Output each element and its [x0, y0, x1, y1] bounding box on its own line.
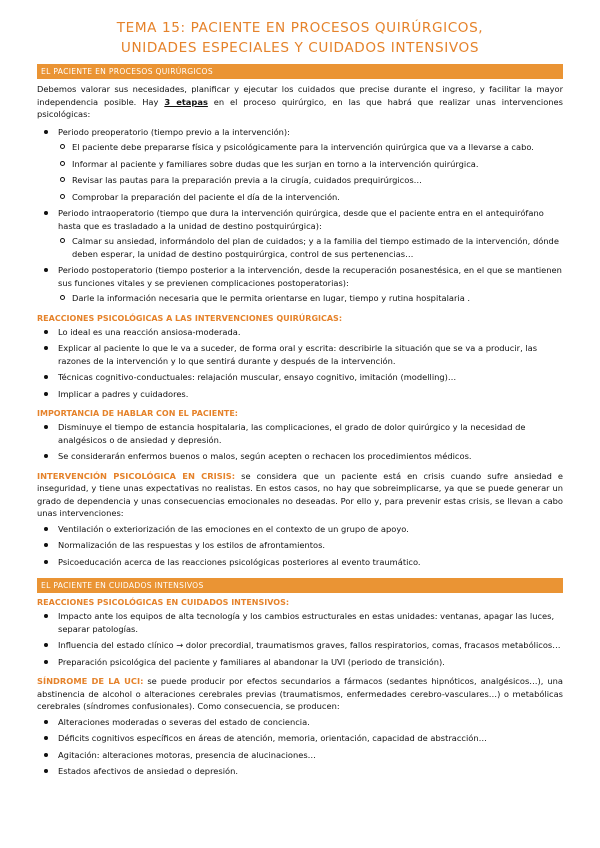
list-item: Influencia del estado clínico → dolor precordial, traumatismos graves, fallos respiratorios, comas, fracasos metabólicos… [37, 639, 563, 652]
period-postop-label: Periodo postoperatorio (tiempo posterior a la intervención, desde la recuperación posanestésica, en el que se mantienen sus funciones vitales y se previenen complicaciones postoperatorias): [58, 265, 562, 288]
list-item [37, 126, 563, 204]
list-item: Impacto ante los equipos de alta tecnología y los cambios estructurales en estas unidades: ventanas, apagar las luces, separar patologías. [37, 610, 563, 635]
list-item: Revisar las pautas para la preparación previa a la cirugía, cuidados prequirúrgicos… [58, 174, 563, 187]
list-item: Implicar a padres y cuidadores. [37, 388, 563, 401]
list-item: Lo ideal es una reacción ansiosa-moderada. [37, 326, 563, 339]
section-bar-surgery: EL PACIENTE EN PROCESOS QUIRÚRGICOS [37, 64, 563, 79]
sub-list [58, 141, 563, 203]
sub-list [58, 292, 563, 305]
stages-emphasis: 3 etapas [164, 96, 208, 107]
list-item: Disminuye el tiempo de estancia hospitalaria, las complicaciones, el grado de dolor quirúrgico y la necesidad de analgésicos o de ansiedad y depresión. [37, 421, 563, 446]
crisis-list [37, 523, 563, 569]
importancia-list [37, 421, 563, 463]
list-item: Normalización de las respuestas y los estilos de afrontamientos. [37, 539, 563, 552]
list-item [37, 207, 563, 260]
crisis-lead: INTERVENCIÓN PSICOLÓGICA EN CRISIS: [37, 470, 236, 481]
list-item: Estados afectivos de ansiedad o depresión. [37, 765, 563, 778]
list-item: El paciente debe prepararse física y psicológicamente para la intervención quirúrgica que va a llevarse a cabo. [58, 141, 563, 154]
list-item: Informar al paciente y familiares sobre dudas que les surjan en torno a la intervención quirúrgica. [58, 158, 563, 171]
period-preop-label: Periodo preoperatorio (tiempo previo a la intervención): [58, 126, 290, 137]
list-item [37, 264, 563, 305]
sindrome-list [37, 716, 563, 778]
list-item: Déficits cognitivos específicos en áreas de atención, memoria, orientación, capacidad de abstracción… [37, 732, 563, 745]
periods-list [37, 126, 563, 305]
sindrome-paragraph: SÍNDROME DE LA UCI: se puede producir por efectos secundarios a fármacos (sedantes hipnóticos, analgésicos…), una abstinencia de alcohol o alteraciones cerebrales previas (traumatismos, enfermedades cerebro-vasculares…) o metabólicas cerebrales (síndromes confusionales). Como consecuencia, se producen: [37, 676, 563, 711]
page-title [37, 18, 563, 58]
sindrome-lead: SÍNDROME DE LA UCI: [37, 676, 144, 686]
intro-paragraph: Debemos valorar sus necesidades, planificar y ejecutar los cuidados que precise durante el ingreso, y facilitar la mayor independencia posible. Hay 3 etapas en el proceso quirúrgico, en las que habrá que realizar unas intervenciones psicológicas: [37, 84, 563, 119]
document-page [37, 18, 563, 782]
list-item: Darle la información necesaria que le permita orientarse en lugar, tiempo y rutina hospitalaria . [58, 292, 563, 305]
list-item: Alteraciones moderadas o severas del estado de conciencia. [37, 716, 563, 729]
list-item: Se considerarán enfermos buenos o malos, según acepten o rechacen los procedimientos médicos. [37, 450, 563, 463]
list-item: Comprobar la preparación del paciente el día de la intervención. [58, 191, 563, 204]
reacciones-list [37, 326, 563, 401]
list-item: Agitación: alteraciones motoras, presencia de alucinaciones… [37, 749, 563, 762]
list-item: Ventilación o exteriorización de las emociones en el contexto de un grupo de apoyo. [37, 523, 563, 536]
title-line-1: TEMA 15: PACIENTE EN PROCESOS QUIRÚRGICOS, [116, 20, 484, 36]
title-line-2: UNIDADES ESPECIALES Y CUIDADOS INTENSIVOS [120, 40, 480, 56]
period-intraop-label: Periodo intraoperatorio (tiempo que dura la intervención quirúrgica, desde que el paciente entra en el antequirófano hasta que es trasladado a la unidad de destino postquirúrgica): [58, 208, 544, 231]
list-item: Calmar su ansiedad, informándolo del plan de cuidados; y a la familia del tiempo estimado de la intervención, dónde deben esperar, la unidad de destino postquirúrgica, control de sus pertenencias… [58, 235, 563, 260]
crisis-paragraph: INTERVENCIÓN PSICOLÓGICA EN CRISIS: se considera que un paciente está en crisis cuando sufre ansiedad e inseguridad, y tiene unas expectativas no realistas. En estos casos, no hay que sobreimplicarse, ya que se puede generar un grado de dependencia y unas consecuencias emocionales no deseadas. Por ello y, para prevenir estas crisis, se llevan a cabo unas intervenciones: [37, 470, 564, 518]
heading-reacciones-quirurgicas: REACCIONES PSICOLÓGICAS A LAS INTERVENCIONES QUIRÚRGICAS: [37, 313, 343, 323]
heading-importancia: IMPORTANCIA DE HABLAR CON EL PACIENTE: [37, 409, 239, 418]
list-item: Preparación psicológica del paciente y familiares al abandonar la UVI (periodo de transición). [37, 656, 563, 669]
list-item: Psicoeducación acerca de las reacciones psicológicas posteriores al evento traumático. [37, 556, 563, 569]
reacciones-uci-list [37, 610, 563, 668]
list-item: Explicar al paciente lo que le va a suceder, de forma oral y escrita: describirle la situación que se va a producir, las razones de la intervención y lo que sentirá durante y después de la intervención. [37, 342, 563, 367]
sub-list [58, 235, 563, 260]
heading-reacciones-uci: REACCIONES PSICOLÓGICAS EN CUIDADOS INTENSIVOS: [37, 598, 290, 607]
list-item: Técnicas cognitivo-conductuales: relajación muscular, ensayo cognitivo, imitación (modelling)… [37, 371, 563, 384]
section-bar-icu: EL PACIENTE EN CUIDADOS INTENSIVOS [37, 578, 563, 593]
